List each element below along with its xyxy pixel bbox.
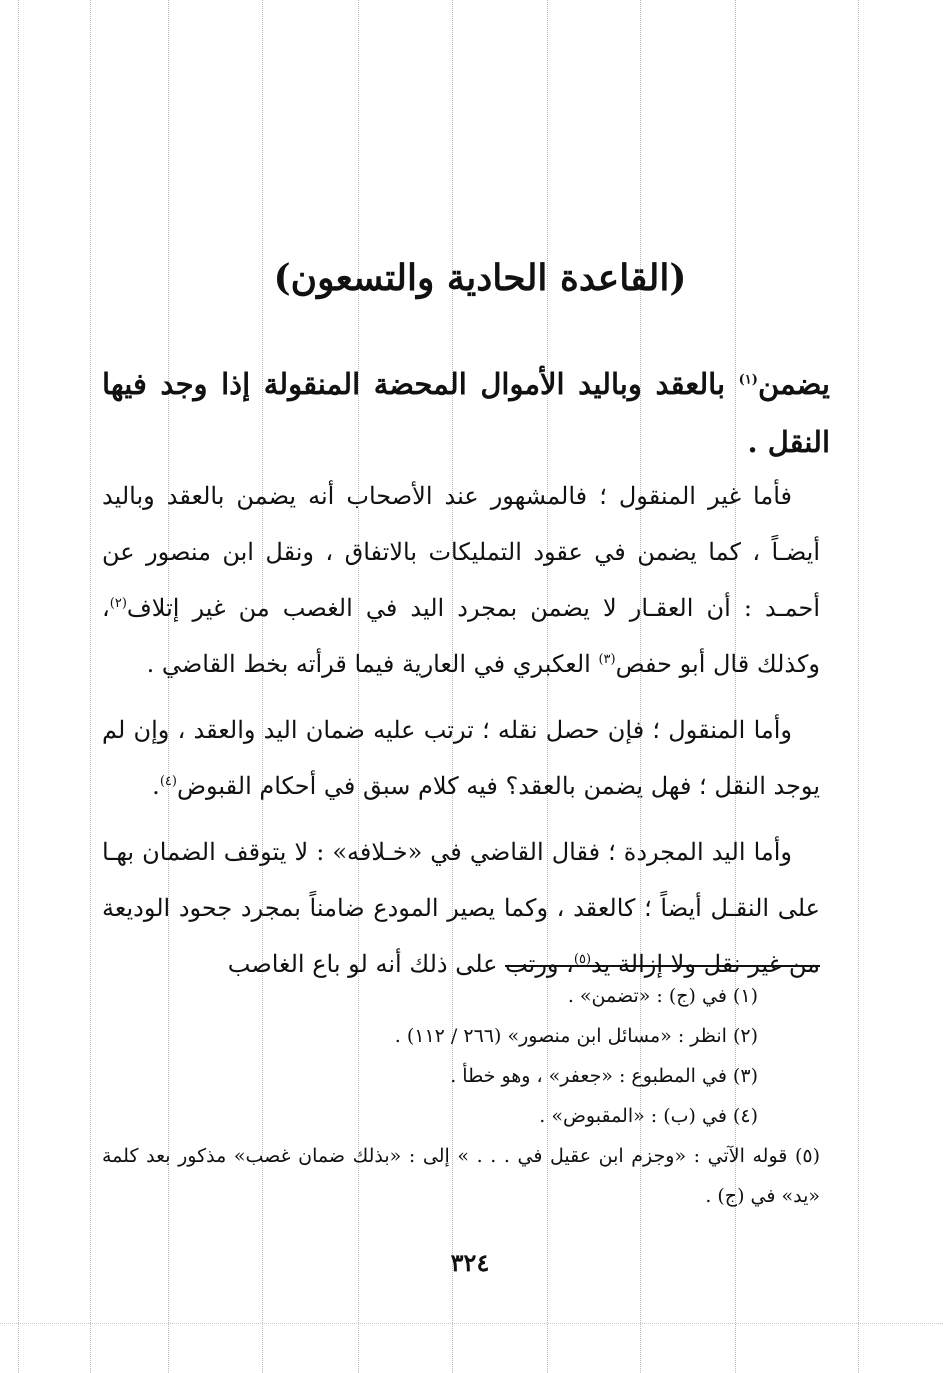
- scan-guide-line: [0, 1323, 943, 1324]
- rule-statement: [102, 355, 830, 471]
- footnotes: [102, 976, 820, 1216]
- footnote-ref: (٣): [598, 652, 616, 667]
- page-number: ٣٢٤: [450, 1248, 490, 1277]
- footnote-ref: (١): [738, 372, 758, 388]
- paragraph: [102, 468, 820, 692]
- footnote: (١) في (ج) : «تضمن» .: [567, 985, 758, 1007]
- footnote: (٥) قوله الآتي : «وجزم ابن عقيل في . . . » إلى : «بذلك ضمان غصب» مذكور بعد كلمة «يد» في (ج) .: [102, 1145, 820, 1207]
- paragraph-text: وأما اليد المجردة ؛ فقال القاضي في «خـلافه» : لا يتوقف الضمان بهـا على النقـل أيضاً ؛ كالعقد ، وكما يصير المودع ضامناً بمجرد جحود الوديعة من غير نقل ولا إزالة يد: [102, 838, 820, 978]
- paragraph-text: .: [152, 772, 160, 800]
- paragraph-text: وأما المنقول ؛ فإن حصل نقله ؛ ترتب عليه ضمان اليد والعقد ، وإن لم يوجد النقل ؛ فهل يضمن بالعقد؟ فيه كلام سبق في أحكام القبوض: [102, 716, 820, 800]
- rule-text-end: بالعقد وباليد الأموال المحضة المنقولة إذا وجد فيها النقل .: [102, 367, 830, 459]
- paragraph-text: العكبري في العارية فيما قرأته بخط القاضي .: [146, 650, 599, 678]
- scan-guide-line: [858, 0, 859, 1373]
- paragraph: [102, 702, 820, 814]
- body-text: [102, 468, 820, 1002]
- footnote-separator: [505, 965, 820, 967]
- scan-guide-line: [18, 0, 19, 1373]
- paragraph-text: فأما غير المنقول ؛ فالمشهور عند الأصحاب أنه يضمن بالعقد وباليد أيضـاً ، كما يضمن في عقود التمليكات بالاتفاق ، ونقل ابن منصور عن أحمـد : أن العقـار لا يضمن بمجرد اليد في الغصب من غير إتلاف: [102, 482, 820, 622]
- rule-text-start: يضمن: [757, 367, 830, 401]
- footnote-ref: (٤): [159, 774, 177, 789]
- footnote-ref: (٥): [573, 952, 592, 967]
- paragraph-text: ، ورتب على ذلك أنه لو باع الغاصب: [227, 950, 574, 978]
- rule-title: (القاعدة الحادية والتسعون): [273, 257, 687, 299]
- footnote: (٤) في (ب) : «المقبوض» .: [539, 1105, 758, 1127]
- footnote: (٢) انظر : «مسائل ابن منصور» (٢٦٦ / ١١٢) .: [394, 1025, 758, 1047]
- footnote-ref: (٢): [109, 596, 127, 611]
- paragraph-text: ، وكذلك قال أبو حفص: [102, 594, 820, 678]
- scan-guide-line: [90, 0, 91, 1373]
- footnote: (٣) في المطبوع : «جعفر» ، وهو خطأ .: [450, 1065, 758, 1087]
